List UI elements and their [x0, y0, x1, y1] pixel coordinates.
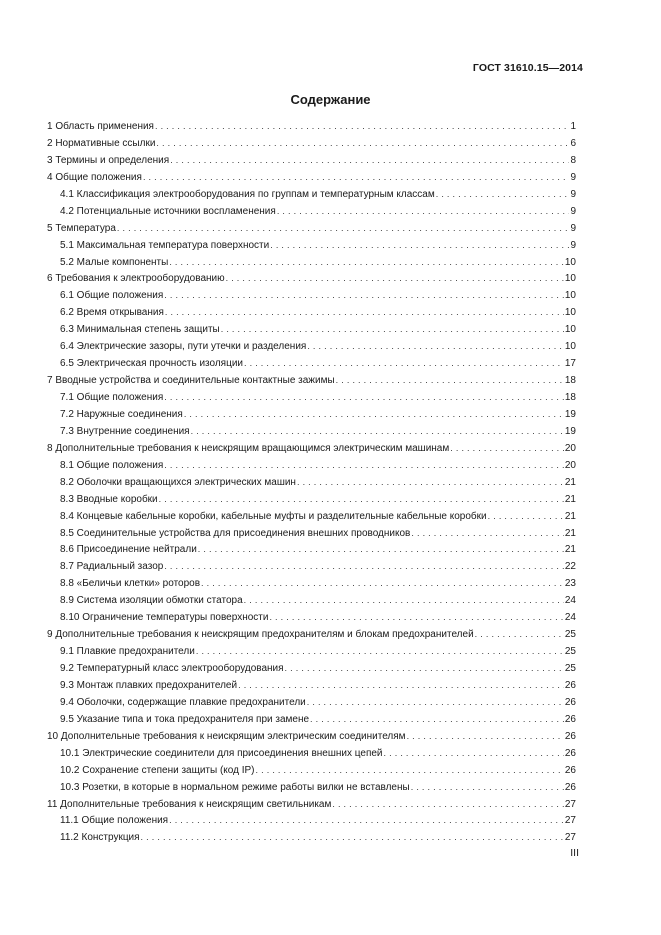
toc-entry-label: 6.3 Минимальная степень защиты	[60, 324, 220, 336]
toc-leader-dots	[411, 779, 564, 797]
toc-entry-page: 26	[564, 679, 576, 691]
toc-leader-dots	[475, 626, 564, 644]
toc-leader-dots	[117, 220, 570, 238]
toc-entry-label: 7.3 Внутренние соединения	[60, 425, 190, 437]
toc-entry-label: 8.7 Радиальный зазор	[60, 561, 164, 573]
toc-entry-label: 8.10 Ограничение температуры поверхности	[60, 612, 269, 624]
toc-entry	[47, 660, 576, 677]
toc-entry-label: 8.2 Оболочки вращающихся электрических машин	[60, 476, 296, 488]
toc-entry-label: 6 Требования к электрооборудованию	[47, 273, 225, 285]
table-of-contents	[47, 118, 576, 846]
toc-entry	[47, 237, 576, 254]
toc-entry-page: 10	[564, 290, 576, 302]
toc-entry	[47, 440, 576, 457]
toc-leader-dots	[141, 829, 564, 847]
toc-entry-page: 21	[564, 527, 576, 539]
toc-entry-label: 11.1 Общие положения	[60, 815, 169, 827]
toc-entry-page: 26	[564, 696, 576, 708]
toc-entry-label: 9.1 Плавкие предохранители	[60, 646, 195, 658]
toc-entry-page: 10	[564, 307, 576, 319]
toc-entry-label: 9 Дополнительные требования к неискрящим предохранителям и блокам предохранителей	[47, 629, 474, 641]
toc-entry-page: 26	[564, 713, 576, 725]
toc-entry-page: 24	[564, 612, 576, 624]
toc-entry	[47, 355, 576, 372]
toc-entry-page: 18	[564, 392, 576, 403]
toc-entry-label: 8 Дополнительные требования к неискрящим вращающимся электрическим машинам	[47, 442, 450, 454]
toc-entry	[47, 508, 576, 525]
toc-leader-dots	[226, 270, 564, 288]
toc-entry-page: 27	[564, 798, 576, 810]
toc-entry	[47, 762, 576, 779]
toc-entry-page: 9	[570, 205, 576, 217]
toc-entry	[47, 812, 576, 829]
toc-entry-label: 5.2 Малые компоненты	[60, 256, 169, 268]
toc-entry-page: 21	[564, 493, 576, 505]
toc-entry-page: 10	[564, 324, 576, 336]
toc-leader-dots	[407, 728, 564, 746]
toc-leader-dots	[196, 643, 564, 661]
toc-entry-label: 6.4 Электрические зазоры, пути утечки и разделения	[60, 341, 307, 353]
toc-leader-dots	[164, 287, 564, 305]
toc-entry	[47, 745, 576, 762]
toc-entry-label: 5.1 Максимальная температура поверхности	[60, 239, 270, 251]
toc-leader-dots	[488, 508, 564, 526]
toc-entry	[47, 829, 576, 846]
toc-leader-dots	[307, 338, 564, 356]
toc-entry-page: 10	[564, 256, 576, 268]
toc-entry-page: 18	[564, 375, 576, 387]
toc-entry-label: 9.5 Указание типа и тока предохранителя при замене	[60, 713, 310, 725]
toc-entry-label: 4.1 Классификация электрооборудования по группам и температурным классам	[60, 188, 435, 200]
toc-entry-page: 17	[564, 358, 576, 370]
toc-leader-dots	[277, 203, 570, 221]
toc-entry-label: 9.3 Монтаж плавких предохранителей	[60, 679, 238, 691]
toc-entry	[47, 525, 576, 542]
toc-leader-dots	[256, 762, 564, 780]
toc-entry	[47, 457, 576, 474]
toc-entry-label: 6.5 Электрическая прочность изоляции	[60, 358, 243, 370]
toc-entry-page: 26	[564, 747, 576, 759]
toc-entry-page: 10	[564, 273, 576, 285]
toc-entry-page: 6	[570, 137, 576, 149]
toc-entry	[47, 592, 576, 609]
toc-entry-page: 9	[570, 171, 576, 183]
toc-entry	[47, 169, 576, 186]
toc-entry	[47, 779, 576, 796]
toc-entry-page: 23	[564, 578, 576, 590]
toc-entry-label: 4 Общие положения	[47, 171, 142, 183]
toc-entry-label: 8.9 Система изоляции обмотки статора	[60, 595, 243, 607]
toc-entry	[47, 372, 576, 389]
toc-entry-label: 7 Вводные устройства и соединительные контактные зажимы	[47, 375, 335, 387]
toc-leader-dots	[198, 541, 564, 559]
toc-leader-dots	[159, 491, 564, 509]
toc-entry-label: 11.2 Конструкция	[60, 832, 140, 844]
toc-entry	[47, 728, 576, 745]
toc-leader-dots	[164, 457, 564, 475]
toc-entry-page: 22	[564, 561, 576, 573]
toc-entry	[47, 135, 576, 152]
toc-entry-page: 25	[564, 629, 576, 641]
toc-leader-dots	[156, 135, 569, 153]
toc-leader-dots	[332, 796, 564, 814]
toc-entry	[47, 220, 576, 237]
toc-entry-label: 9.4 Оболочки, содержащие плавкие предохранители	[60, 696, 306, 708]
toc-entry-page: 20	[564, 459, 576, 471]
toc-entry-label: 6.1 Общие положения	[60, 290, 164, 302]
toc-leader-dots	[170, 152, 569, 170]
toc-entry-page: 27	[564, 832, 576, 844]
page-title: Содержание	[290, 92, 371, 107]
toc-entry-label: 11 Дополнительные требования к неискрящим светильникам	[47, 798, 332, 810]
toc-entry-page: 19	[564, 425, 576, 437]
toc-entry-label: 7.2 Наружные соединения	[60, 408, 183, 420]
toc-entry	[47, 203, 576, 220]
toc-leader-dots	[155, 118, 569, 136]
toc-leader-dots	[411, 525, 564, 543]
toc-entry-label: 7.1 Общие положения	[60, 392, 164, 403]
toc-leader-dots	[165, 304, 564, 322]
toc-entry-page: 8	[570, 154, 576, 166]
toc-entry-page: 26	[564, 730, 576, 742]
toc-leader-dots	[201, 575, 564, 593]
toc-entry-label: 10 Дополнительные требования к неискрящим электрическим соединителям	[47, 730, 406, 742]
toc-entry-label: 10.2 Сохранение степени защиты (код IP)	[60, 764, 255, 776]
toc-entry-page: 26	[564, 781, 576, 793]
toc-entry-page: 20	[564, 442, 576, 454]
toc-entry	[47, 643, 576, 660]
toc-entry-label: 10.3 Розетки, в которые в нормальном режиме работы вилки не вставлены	[60, 781, 410, 793]
toc-entry	[47, 711, 576, 728]
toc-entry-label: 8.3 Вводные коробки	[60, 493, 158, 505]
toc-entry	[47, 186, 576, 203]
toc-leader-dots	[285, 660, 564, 678]
toc-entry	[47, 541, 576, 558]
toc-leader-dots	[244, 355, 564, 373]
toc-leader-dots	[450, 440, 564, 458]
toc-entry-label: 3 Термины и определения	[47, 154, 170, 166]
toc-leader-dots	[336, 372, 564, 390]
document-code: ГОСТ 31610.15—2014	[472, 62, 583, 74]
toc-entry-label: 8.6 Присоединение нейтрали	[60, 544, 197, 556]
toc-entry-label: 6.2 Время открывания	[60, 307, 164, 319]
toc-entry	[47, 270, 576, 287]
toc-leader-dots	[169, 812, 564, 830]
toc-entry-page: 19	[564, 408, 576, 420]
toc-leader-dots	[184, 406, 564, 424]
toc-leader-dots	[143, 169, 570, 187]
toc-entry-label: 8.5 Соединительные устройства для присоединения внешних проводников	[60, 527, 411, 539]
toc-entry	[47, 626, 576, 643]
toc-entry	[47, 796, 576, 813]
toc-entry-page: 21	[564, 510, 576, 522]
toc-entry	[47, 491, 576, 508]
toc-entry	[47, 677, 576, 694]
toc-leader-dots	[297, 474, 564, 492]
toc-entry	[47, 609, 576, 626]
toc-entry-page: 10	[564, 341, 576, 353]
toc-entry	[47, 406, 576, 423]
toc-entry-label: 10.1 Электрические соединители для присоединения внешних цепей	[60, 747, 383, 759]
toc-leader-dots	[244, 592, 564, 610]
toc-entry-label: 1 Область применения	[47, 121, 154, 132]
toc-entry	[47, 321, 576, 338]
toc-entry-label: 2 Нормативные ссылки	[47, 137, 156, 149]
toc-entry-page: 24	[564, 595, 576, 607]
toc-leader-dots	[238, 677, 564, 695]
toc-entry-page: 25	[564, 663, 576, 674]
toc-entry	[47, 575, 576, 592]
toc-leader-dots	[191, 423, 564, 441]
toc-entry	[47, 389, 576, 406]
toc-leader-dots	[221, 321, 564, 339]
toc-leader-dots	[270, 237, 569, 255]
toc-leader-dots	[310, 711, 564, 729]
toc-entry	[47, 474, 576, 491]
toc-entry-label: 8.8 «Беличьи клетки» роторов	[60, 578, 201, 590]
toc-entry-page: 9	[570, 239, 576, 251]
toc-entry-page: 27	[564, 815, 576, 827]
toc-entry-page: 25	[564, 646, 576, 658]
toc-entry	[47, 118, 576, 135]
toc-leader-dots	[169, 254, 564, 272]
toc-entry-page: 21	[564, 476, 576, 488]
toc-entry-page: 9	[570, 222, 576, 234]
toc-entry	[47, 304, 576, 321]
toc-entry	[47, 338, 576, 355]
toc-leader-dots	[164, 389, 564, 407]
toc-leader-dots	[164, 558, 564, 576]
toc-entry-label: 4.2 Потенциальные источники воспламенения	[60, 205, 276, 217]
toc-entry-page: 21	[564, 544, 576, 556]
toc-leader-dots	[307, 694, 564, 712]
toc-leader-dots	[436, 186, 570, 204]
toc-entry	[47, 254, 576, 271]
toc-entry-label: 8.1 Общие положения	[60, 459, 164, 471]
toc-entry-page: 26	[564, 764, 576, 776]
toc-entry-label: 5 Температура	[47, 222, 116, 234]
toc-entry	[47, 423, 576, 440]
toc-entry	[47, 694, 576, 711]
toc-entry	[47, 152, 576, 169]
toc-entry-page: 9	[570, 188, 576, 200]
toc-leader-dots	[384, 745, 564, 763]
toc-entry	[47, 558, 576, 575]
toc-entry	[47, 287, 576, 304]
toc-entry-page: 1	[570, 121, 576, 132]
toc-leader-dots	[269, 609, 563, 627]
toc-entry-label: 9.2 Температурный класс электрооборудования	[60, 663, 284, 674]
toc-entry-label: 8.4 Концевые кабельные коробки, кабельные муфты и разделительные кабельные коробки	[60, 510, 487, 522]
page-number: III	[570, 847, 579, 859]
